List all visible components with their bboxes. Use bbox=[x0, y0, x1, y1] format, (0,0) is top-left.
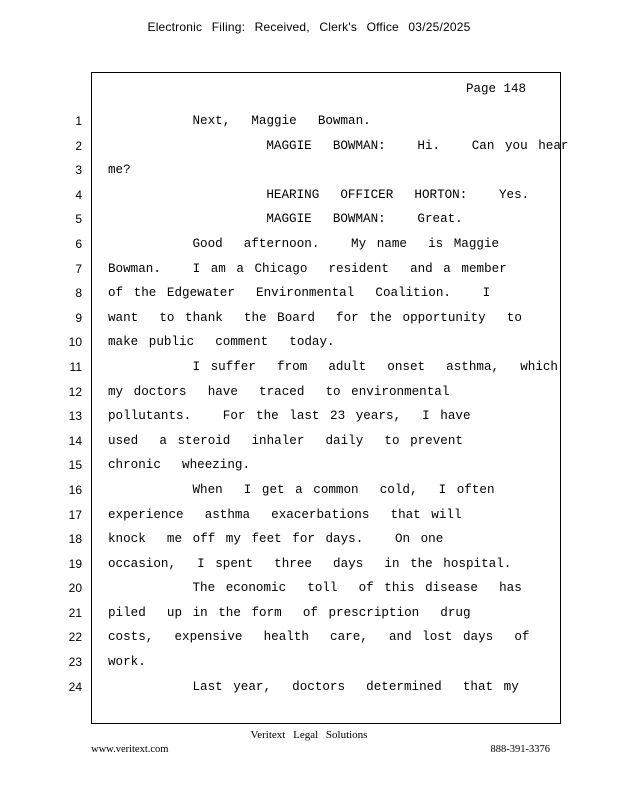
transcript-line bbox=[0, 605, 618, 630]
filing-stamp: Electronic Filing: Received, Clerk's Office 03/25/2025 bbox=[147, 20, 471, 34]
line-number: 5 bbox=[75, 212, 82, 227]
line-text: Bowman. I am a Chicago resident and a member bbox=[108, 261, 507, 276]
line-text: Last year, doctors determined that my bbox=[108, 679, 519, 694]
line-text: I suffer from adult onset asthma, which bbox=[108, 359, 558, 374]
transcript-line bbox=[0, 113, 618, 138]
line-number: 19 bbox=[68, 556, 82, 571]
line-text: Next, Maggie Bowman. bbox=[108, 114, 371, 128]
line-number: 14 bbox=[68, 433, 82, 448]
line-text: piled up in the form of prescription drug bbox=[108, 605, 471, 620]
transcript-line bbox=[0, 261, 618, 286]
transcript-line bbox=[0, 433, 618, 458]
transcript-line bbox=[0, 310, 618, 335]
line-text: The economic toll of this disease has bbox=[108, 581, 522, 596]
line-number: 10 bbox=[68, 335, 82, 350]
line-number: 2 bbox=[75, 138, 82, 153]
transcript-line bbox=[0, 654, 618, 679]
transcript-line bbox=[0, 359, 618, 384]
transcript-line bbox=[0, 531, 618, 556]
line-text: of the Edgewater Environmental Coalition. I bbox=[108, 286, 491, 301]
line-text: experience asthma exacerbations that will bbox=[108, 507, 462, 522]
line-number: 13 bbox=[68, 409, 82, 424]
transcript-line bbox=[0, 408, 618, 433]
transcript-line bbox=[0, 679, 618, 704]
footer-phone: 888-391-3376 bbox=[490, 744, 550, 755]
line-text: used a steroid inhaler daily to prevent bbox=[108, 433, 463, 448]
line-text: MAGGIE BOWMAN: Great. bbox=[108, 212, 463, 227]
transcript-line bbox=[0, 384, 618, 409]
line-number: 6 bbox=[75, 236, 82, 251]
line-text: MAGGIE BOWMAN: Hi. Can you hear bbox=[108, 138, 569, 153]
line-number: 4 bbox=[75, 187, 82, 202]
line-number: 18 bbox=[68, 532, 82, 547]
transcript-line bbox=[0, 457, 618, 482]
line-number: 12 bbox=[68, 384, 82, 399]
line-number: 16 bbox=[68, 482, 82, 497]
footer-website: www.veritext.com bbox=[91, 744, 169, 755]
line-number: 24 bbox=[68, 679, 82, 694]
transcript-line bbox=[0, 580, 618, 605]
transcript-line bbox=[0, 187, 618, 212]
line-text: HEARING OFFICER HORTON: Yes. bbox=[108, 187, 530, 202]
line-text: work. bbox=[108, 655, 146, 670]
line-number: 22 bbox=[68, 630, 82, 645]
transcript-line bbox=[0, 482, 618, 507]
footer-company: Veritext Legal Solutions bbox=[250, 729, 368, 741]
line-number: 17 bbox=[68, 507, 82, 522]
line-number: 1 bbox=[75, 114, 82, 128]
line-text: make public comment today. bbox=[108, 335, 335, 350]
transcript-line bbox=[0, 162, 618, 187]
line-text: pollutants. For the last 23 years, I have bbox=[108, 409, 471, 424]
transcript-lines bbox=[0, 113, 618, 703]
transcript-line bbox=[0, 556, 618, 581]
line-number: 3 bbox=[75, 163, 82, 178]
line-text: want to thank the Board for the opportunity to bbox=[108, 310, 522, 325]
line-number: 23 bbox=[68, 655, 82, 670]
line-number: 20 bbox=[68, 581, 82, 596]
transcript-line bbox=[0, 629, 618, 654]
line-text: Good afternoon. My name is Maggie bbox=[108, 236, 500, 251]
line-text: knock me off my feet for days. On one bbox=[108, 532, 444, 547]
line-text: chronic wheezing. bbox=[108, 458, 251, 473]
transcript-line bbox=[0, 236, 618, 261]
line-number: 11 bbox=[69, 359, 82, 374]
transcript-line bbox=[0, 334, 618, 359]
page-number: Page 148 bbox=[465, 82, 526, 96]
line-text: me? bbox=[108, 163, 131, 178]
transcript-line bbox=[0, 285, 618, 310]
transcript-line bbox=[0, 211, 618, 236]
line-number: 7 bbox=[75, 261, 82, 276]
transcript-line bbox=[0, 507, 618, 532]
line-number: 15 bbox=[68, 458, 82, 473]
line-text: my doctors have traced to environmental bbox=[108, 384, 450, 399]
transcript-line bbox=[0, 138, 618, 163]
line-text: When I get a common cold, I often bbox=[108, 482, 495, 497]
line-text: occasion, I spent three days in the hospital. bbox=[108, 556, 512, 571]
line-number: 21 bbox=[68, 605, 82, 620]
line-number: 9 bbox=[75, 310, 82, 325]
line-number: 8 bbox=[75, 286, 82, 301]
line-text: costs, expensive health care, and lost days of bbox=[108, 630, 530, 645]
